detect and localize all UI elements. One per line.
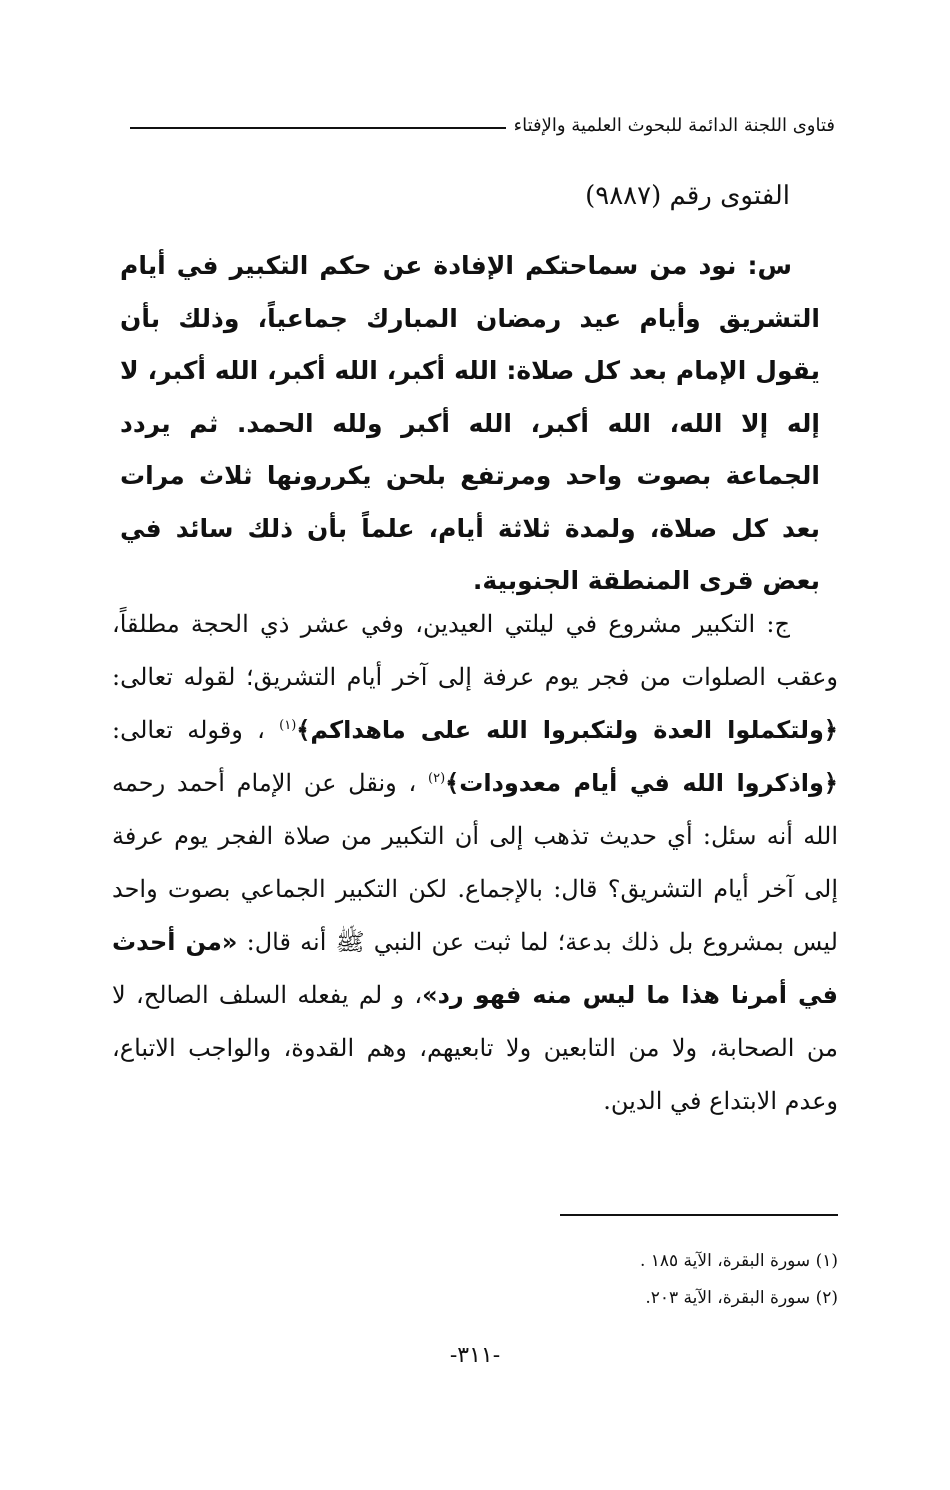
quran-verse-2: ﴿واذكروا الله في أيام معدودات﴾ [445, 769, 838, 797]
answer-paragraph [112, 598, 838, 1128]
answer-text-4: ، و لم يفعله السلف الصالح، لا من الصحابة، ولا من التابعين ولا تابعيهم، وهم القدوة، والواجب الاتباع، وعدم الابتداع في الدين. [112, 981, 838, 1115]
question-text: س: نود من سماحتكم الإفادة عن حكم التكبير في أيام التشريق وأيام عيد رمضان المبارك جماعياً، وذلك بأن يقول الإمام بعد كل صلاة: الله أكبر، الله أكبر، الله أكبر، لا إله إلا الله، الله أكبر، الله أكبر ولله الحمد. ثم يردد الجماعة بصوت واحد ومرتفع بلحن يكررونها ثلاث مرات بعد كل صلاة، ولمدة ثلاثة أيام، علماً بأن ذلك سائد في بعض قرى المنطقة الجنوبية. [120, 251, 820, 595]
header-rule [130, 127, 506, 129]
hadith-quote: «من أحدث في أمرنا هذا ما ليس منه فهو رد» [112, 928, 838, 1009]
answer-text-2: ، وقوله تعالى: [112, 716, 280, 744]
page-number: -٣١١- [449, 1343, 501, 1368]
footnote-ref-1: (١) [279, 718, 297, 733]
footnotes [640, 1243, 838, 1317]
quran-verse-1: ﴿ولتكملوا العدة ولتكبروا الله على ماهداكم﴾ [296, 716, 838, 744]
running-header [130, 108, 835, 144]
footnote-ref-2: (٢) [428, 771, 446, 786]
footnote-2: (٢) سورة البقرة، الآية ٢٠٣. [645, 1288, 838, 1308]
answer-text-1: ج: التكبير مشروع في ليلتي العيدين، وفي عشر ذي الحجة مطلقاً، وعقب الصلوات من فجر يوم عرفة إلى آخر أيام التشريق؛ لقوله تعالى: [112, 610, 838, 691]
footnote-1: (١) سورة البقرة، الآية ١٨٥ . [639, 1251, 838, 1271]
book-title: فتاوى اللجنة الدائمة للبحوث العلمية والإفتاء [513, 115, 835, 136]
fatwa-number: الفتوى رقم (٩٨٨٧) [585, 181, 790, 211]
footnote-separator [560, 1214, 838, 1216]
question-paragraph [120, 240, 820, 608]
answer-text-3: ، ونقل عن الإمام أحمد رحمه الله أنه سئل: أي حديث تذهب إلى أن التكبير من صلاة الفجر يوم عرفة إلى آخر أيام التشريق؟ قال: بالإجماع. لكن التكبير الجماعي بصوت واحد ليس بمشروع بل ذلك بدعة؛ لما ثبت عن النبي ﷺ أنه قال: [112, 769, 838, 956]
